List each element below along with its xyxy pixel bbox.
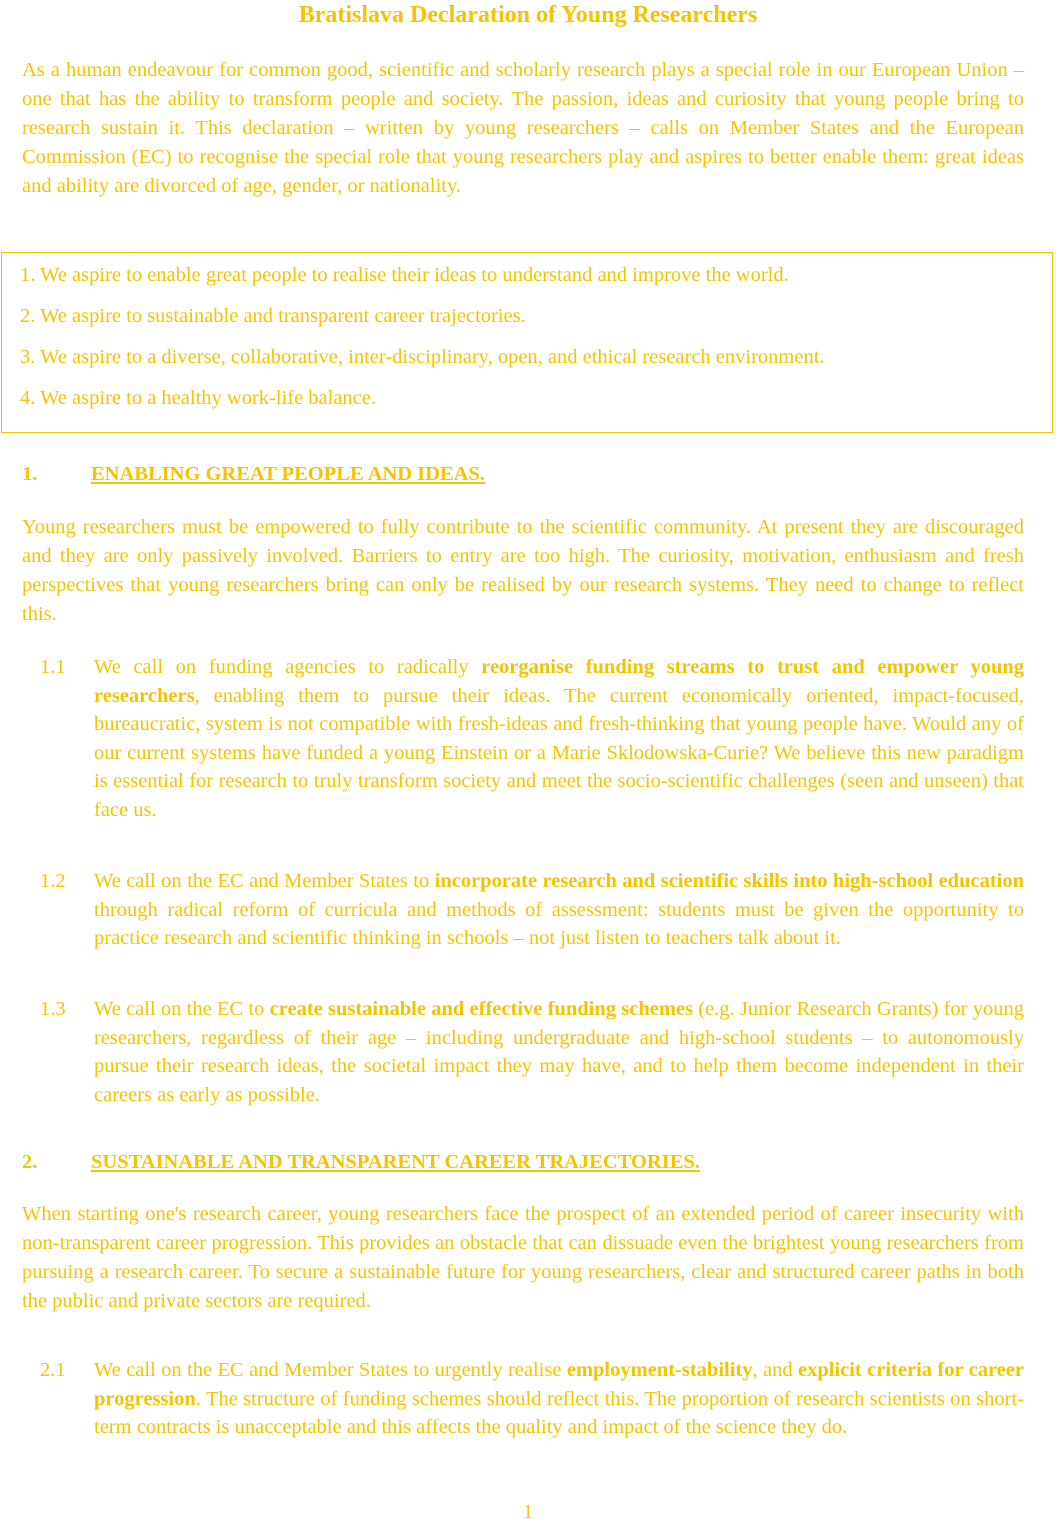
section-number: 1.	[22, 463, 38, 485]
section-1-paragraph: Young researchers must be empowered to fully contribute to the scientific community. At present they are discouraged and they are only passively involved. Barriers to entry are too high. The curiosity, motivation, enthusiasm and fresh perspectives that young researchers bring can only be realised by our research systems. They need to change to reflect this.	[22, 516, 1024, 625]
aspiration-item: 2. We aspire to sustainable and transparent career trajectories.	[20, 305, 526, 327]
emphasis-text: explicit criteria for career progression	[94, 1359, 1024, 1410]
section-2-paragraph: When starting one's research career, young researchers face the prospect of an extended period of career insecurity with non-transparent career progression. This provides an obstacle that can dissuade even the brightest young researchers from pursuing a research career. To secure a sustainable future for young researchers, clear and structured career paths in both the public and private sectors are required.	[22, 1203, 1024, 1312]
emphasis-text: incorporate research and scientific skills into high-school education	[434, 870, 1024, 892]
aspirations-box	[1, 252, 1053, 433]
emphasis-text: create sustainable and effective funding schemes	[269, 998, 693, 1020]
item-number: 1.2	[40, 870, 66, 892]
item-1-2	[40, 867, 1024, 953]
item-text: We call on the EC and Member States to incorporate research and scientific skills into high-school education through radical reform of curricula and methods of assessment: students must be given the opportunity to practice research and scientific thinking in schools – not just listen to teachers talk about it.	[94, 870, 1024, 949]
item-text: We call on the EC and Member States to urgently realise employment-stability, and explicit criteria for career progression. The structure of funding schemes should reflect this. The proportion of research scientists on short-term contracts is unacceptable and this affects the quality and impact of the science they do.	[94, 1359, 1024, 1438]
document-title: Bratislava Declaration of Young Researchers	[298, 2, 758, 28]
intro-paragraph: As a human endeavour for common good, scientific and scholarly research plays a special role in our European Union – one that has the ability to transform people and society. The passion, ideas and curiosity that young people bring to research sustain it. This declaration – written by young researchers – calls on Member States and the European Commission (EC) to recognise the special role that young researchers play and aspires to better enable them: great ideas and ability are divorced of age, gender, or nationality.	[22, 59, 1024, 197]
item-1-3	[40, 995, 1024, 1109]
item-text: We call on the EC to create sustainable and effective funding schemes (e.g. Junior Research Grants) for young researchers, regardless of their age – including undergraduate and high-school students – to autonomously pursue their research ideas, the societal impact they may have, and to help them become independent in their careers as early as possible.	[94, 998, 1024, 1106]
section-title: SUSTAINABLE AND TRANSPARENT CAREER TRAJECTORIES.	[91, 1151, 700, 1173]
aspiration-item: 3. We aspire to a diverse, collaborative, inter-disciplinary, open, and ethical research environment.	[20, 346, 825, 368]
section-number: 2.	[22, 1151, 38, 1173]
item-number: 1.3	[40, 998, 66, 1020]
page-number: 1	[522, 1501, 534, 1523]
section-title: ENABLING GREAT PEOPLE AND IDEAS.	[91, 463, 485, 485]
aspiration-item: 1. We aspire to enable great people to realise their ideas to understand and improve the world.	[20, 264, 789, 286]
item-2-1	[40, 1356, 1024, 1442]
item-text: We call on funding agencies to radically reorganise funding streams to trust and empower young researchers, enabling them to pursue their ideas. The current economically oriented, impact-focused, bureaucratic, system is not compatible with fresh-ideas and fresh-thinking that young people have. Would any of our current systems have funded a young Einstein or a Marie Sklodowska-Curie? We believe this new paradigm is essential for research to truly transform society and meet the socio-scientific challenges (seen and unseen) that face us.	[94, 656, 1024, 821]
item-1-1	[40, 653, 1024, 824]
item-number: 1.1	[40, 656, 66, 678]
emphasis-text: reorganise funding streams to trust and empower young researchers	[94, 656, 1024, 707]
emphasis-text: employment-stability	[566, 1359, 753, 1381]
aspiration-item: 4. We aspire to a healthy work-life balance.	[20, 387, 377, 409]
item-number: 2.1	[40, 1359, 66, 1381]
